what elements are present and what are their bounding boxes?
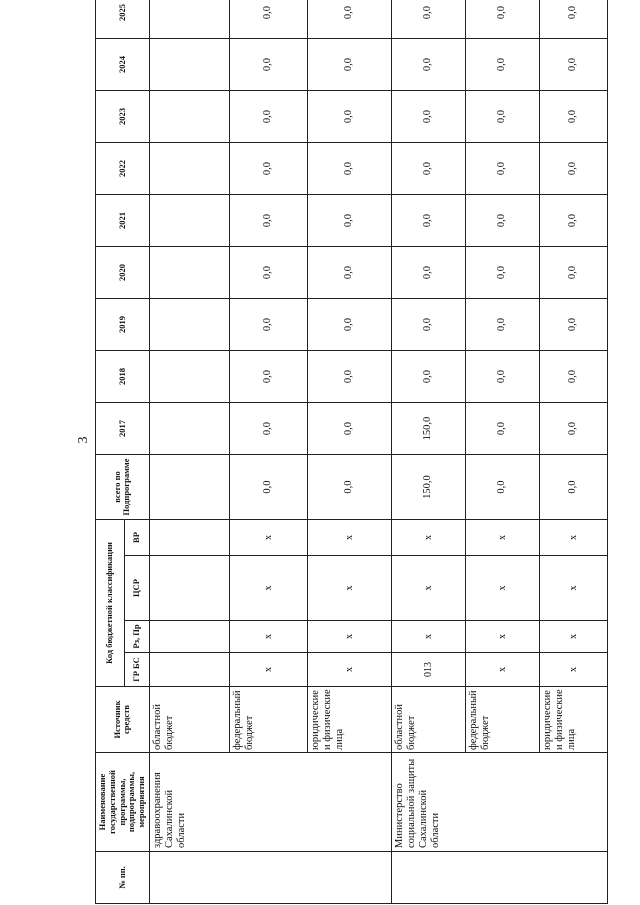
grbs-cell: х [307,653,391,687]
value-cell: 0,0 [229,247,307,299]
total-cell: 0,0 [465,455,539,520]
value-cell: 0,0 [539,195,607,247]
table-row [149,0,229,904]
value-cell: 0,0 [539,0,607,39]
rzpr-cell: х [307,621,391,653]
header-vr: ВР [124,520,149,556]
page-number: 3 [76,436,91,444]
value-cell: 0,0 [539,143,607,195]
value-cell: 0,0 [465,195,539,247]
value-cell [149,91,229,143]
source-cell: федеральный бюджет [229,687,307,753]
header-year: 2025 [96,0,150,39]
source-cell: областной бюджет [149,687,229,753]
grbs-cell: 013 [391,653,465,687]
header-num: № пп. [96,852,150,904]
value-cell: 0,0 [307,403,391,455]
group-name: Министерство социальной защиты Сахалинской области [391,753,607,852]
csr-cell: х [229,556,307,621]
value-cell: 0,0 [465,403,539,455]
header-year: 2018 [96,351,150,403]
csr-cell [149,556,229,621]
total-cell: 0,0 [229,455,307,520]
total-cell [149,455,229,520]
header-name: Наименование государственной программы, подпрограммы, мероприятия [96,753,150,852]
header-total: всего по Подпрограмме [96,455,150,520]
value-cell: 0,0 [465,247,539,299]
grbs-cell: х [229,653,307,687]
vr-cell: х [539,520,607,556]
header-source: Источник средств [96,687,150,753]
header-year: 2019 [96,299,150,351]
value-cell [149,403,229,455]
value-cell: 0,0 [465,351,539,403]
rzpr-cell: х [229,621,307,653]
value-cell: 0,0 [539,247,607,299]
value-cell: 0,0 [229,299,307,351]
header-year: 2023 [96,91,150,143]
csr-cell: х [307,556,391,621]
value-cell: 0,0 [307,91,391,143]
csr-cell: х [539,556,607,621]
value-cell: 0,0 [539,403,607,455]
vr-cell: х [391,520,465,556]
value-cell: 0,0 [391,351,465,403]
value-cell [149,195,229,247]
source-cell: областной бюджет [391,687,465,753]
value-cell [149,299,229,351]
value-cell: 0,0 [229,195,307,247]
value-cell: 0,0 [307,39,391,91]
source-cell: федеральный бюджет [465,687,539,753]
grbs-cell: х [539,653,607,687]
header-rzpr: Рз, Пр [124,621,149,653]
value-cell: 0,0 [307,143,391,195]
rzpr-cell: х [465,621,539,653]
header-year: 2022 [96,143,150,195]
value-cell: 0,0 [307,195,391,247]
rotated-table-wrapper [95,4,605,904]
table-row [391,0,465,904]
value-cell: 0,0 [539,39,607,91]
header-year: 2020 [96,247,150,299]
header-year: 2024 [96,39,150,91]
value-cell: 150,0 [391,403,465,455]
value-cell: 0,0 [391,299,465,351]
value-cell: 0,0 [391,0,465,39]
value-cell: 0,0 [465,39,539,91]
header-grbs: ГР БС [124,653,149,687]
value-cell: 0,0 [229,91,307,143]
vr-cell [149,520,229,556]
value-cell: 0,0 [539,351,607,403]
source-cell: юридические и физические лица [539,687,607,753]
value-cell: 0,0 [391,39,465,91]
value-cell [149,247,229,299]
value-cell [149,0,229,39]
value-cell: 0,0 [229,39,307,91]
row-number-cell [391,852,607,904]
header-year: 2017 [96,403,150,455]
value-cell: 0,0 [307,0,391,39]
row-number-cell [149,852,391,904]
group-name: здравоохранения Сахалинской области [149,753,391,852]
value-cell: 0,0 [307,351,391,403]
csr-cell: х [465,556,539,621]
rzpr-cell: х [391,621,465,653]
rzpr-cell: х [539,621,607,653]
total-cell: 0,0 [307,455,391,520]
value-cell: 0,0 [307,247,391,299]
value-cell: 0,0 [229,0,307,39]
value-cell: 0,0 [229,351,307,403]
value-cell: 0,0 [539,91,607,143]
value-cell [149,143,229,195]
value-cell: 0,0 [391,143,465,195]
rzpr-cell [149,621,229,653]
source-cell: юридические и физические лица [307,687,391,753]
vr-cell: х [229,520,307,556]
value-cell: 0,0 [229,143,307,195]
value-cell: 0,0 [307,299,391,351]
value-cell: 0,0 [391,91,465,143]
header-year: 2021 [96,195,150,247]
grbs-cell [149,653,229,687]
value-cell [149,351,229,403]
total-cell: 150,0 [391,455,465,520]
header-code-group: Код бюджетной классификации [96,520,125,687]
vr-cell: х [307,520,391,556]
value-cell: 0,0 [539,299,607,351]
value-cell: 0,0 [391,247,465,299]
header-csr: ЦСР [124,556,149,621]
value-cell: 0,0 [465,0,539,39]
grbs-cell: х [465,653,539,687]
total-cell: 0,0 [539,455,607,520]
value-cell: 0,0 [229,403,307,455]
value-cell [149,39,229,91]
value-cell: 0,0 [391,195,465,247]
value-cell: 0,0 [465,143,539,195]
value-cell: 0,0 [465,91,539,143]
csr-cell: х [391,556,465,621]
budget-table [95,0,608,904]
value-cell: 0,0 [465,299,539,351]
vr-cell: х [465,520,539,556]
